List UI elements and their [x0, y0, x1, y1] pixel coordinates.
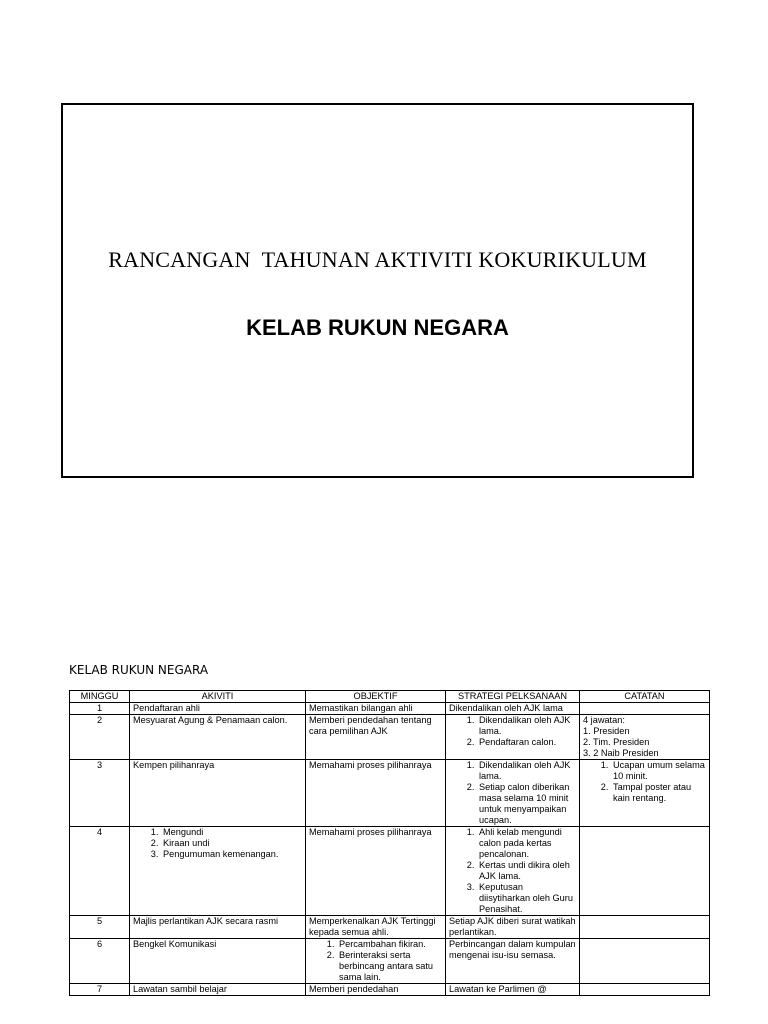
activity-plan-table — [69, 690, 710, 996]
objective-cell: Memperkenalkan AJK Tertinggi kepada semua ahli. — [306, 916, 446, 939]
notes-cell — [580, 703, 710, 715]
notes-line: 2. Tim. Presiden — [583, 737, 650, 747]
list-item: 2. Kiraan undi — [161, 838, 302, 849]
objective-cell: Memahami proses pilihanraya — [306, 760, 446, 827]
strategy-cell: Setiap AJK diberi surat watikah perlantikan. — [446, 916, 580, 939]
list-item: 1. Percambahan fikiran. — [337, 939, 442, 950]
header-objective: OBJEKTIF — [306, 691, 446, 703]
list-item: 3. Pengumuman kemenangan. — [161, 849, 302, 860]
notes-line: 4 jawatan: — [583, 715, 625, 725]
activity-cell: Kempen pilihanraya — [130, 760, 306, 827]
table-row — [70, 939, 710, 984]
list-item: 1. Ucapan umum selama 10 minit. — [611, 760, 706, 782]
list-item: 2. Berinteraksi serta berbincang antara satu sama lain. — [337, 950, 442, 983]
notes-cell — [580, 916, 710, 939]
activity-cell — [130, 827, 306, 916]
week-cell: 2 — [70, 715, 130, 760]
section-heading: KELAB RUKUN NEGARA — [69, 663, 209, 677]
week-cell: 4 — [70, 827, 130, 916]
header-notes: CATATAN — [580, 691, 710, 703]
list-item: 2. Kertas undi dikira oleh AJK lama. — [477, 860, 576, 882]
week-cell: 1 — [70, 703, 130, 715]
objective-cell: Memahami proses pilihanraya — [306, 827, 446, 916]
activity-cell: Bengkel Komunikasi — [130, 939, 306, 984]
table-row — [70, 916, 710, 939]
table-header-row — [70, 691, 710, 703]
list-item: 2. Tampal poster atau kain rentang. — [611, 782, 706, 804]
table-row — [70, 760, 710, 827]
notes-cell — [580, 984, 710, 996]
notes-cell — [580, 827, 710, 916]
strategy-cell: Perbincangan dalam kumpulan mengenai isu-isu semasa. — [446, 939, 580, 984]
objective-cell — [306, 939, 446, 984]
week-cell: 6 — [70, 939, 130, 984]
activity-cell: Mesyuarat Agung & Penamaan calon. — [130, 715, 306, 760]
week-cell: 7 — [70, 984, 130, 996]
objective-cell: Memberi pendedahan tentang cara pemilihan AJK — [306, 715, 446, 760]
objective-cell: Memastikan bilangan ahli — [306, 703, 446, 715]
week-cell: 5 — [70, 916, 130, 939]
strategy-cell — [446, 760, 580, 827]
header-strategy: STRATEGI PELKSANAAN — [446, 691, 580, 703]
notes-cell — [580, 760, 710, 827]
week-cell: 3 — [70, 760, 130, 827]
header-activity: AKIVITI — [130, 691, 306, 703]
strategy-cell: Dikendalikan oleh AJK lama — [446, 703, 580, 715]
header-week: MINGGU — [70, 691, 130, 703]
list-item: 3. Keputusan diisytiharkan oleh Guru Penasihat. — [477, 882, 576, 915]
cover-box — [61, 103, 694, 478]
activity-cell: Majlis perlantikan AJK secara rasmi — [130, 916, 306, 939]
notes-line: 3. 2 Naib Presiden — [583, 748, 659, 758]
activity-cell: Lawatan sambil belajar — [130, 984, 306, 996]
list-item: 1. Mengundi — [161, 827, 302, 838]
table-row — [70, 984, 710, 996]
activity-cell: Pendaftaran ahli — [130, 703, 306, 715]
list-item: 1. Dikendalikan oleh AJK lama. — [477, 715, 576, 737]
strategy-cell — [446, 715, 580, 760]
list-item: 2. Setiap calon diberikan masa selama 10 minit untuk menyampaikan ucapan. — [477, 782, 576, 826]
notes-cell — [580, 715, 710, 760]
list-item: 2. Pendaftaran calon. — [477, 737, 576, 748]
cover-subtitle: KELAB RUKUN NEGARA — [246, 315, 509, 340]
cover-title: RANCANGAN TAHUNAN AKTIVITI KOKURIKULUM — [108, 247, 647, 272]
strategy-cell: Lawatan ke Parlimen @ — [446, 984, 580, 996]
objective-cell: Memberi pendedahan — [306, 984, 446, 996]
notes-cell — [580, 939, 710, 984]
list-item: 1. Ahli kelab mengundi calon pada kertas pencalonan. — [477, 827, 576, 860]
table-row — [70, 715, 710, 760]
list-item: 1. Dikendalikan oleh AJK lama. — [477, 760, 576, 782]
strategy-cell — [446, 827, 580, 916]
table-row — [70, 827, 710, 916]
table-row — [70, 703, 710, 715]
notes-line: 1. Presiden — [583, 726, 630, 736]
